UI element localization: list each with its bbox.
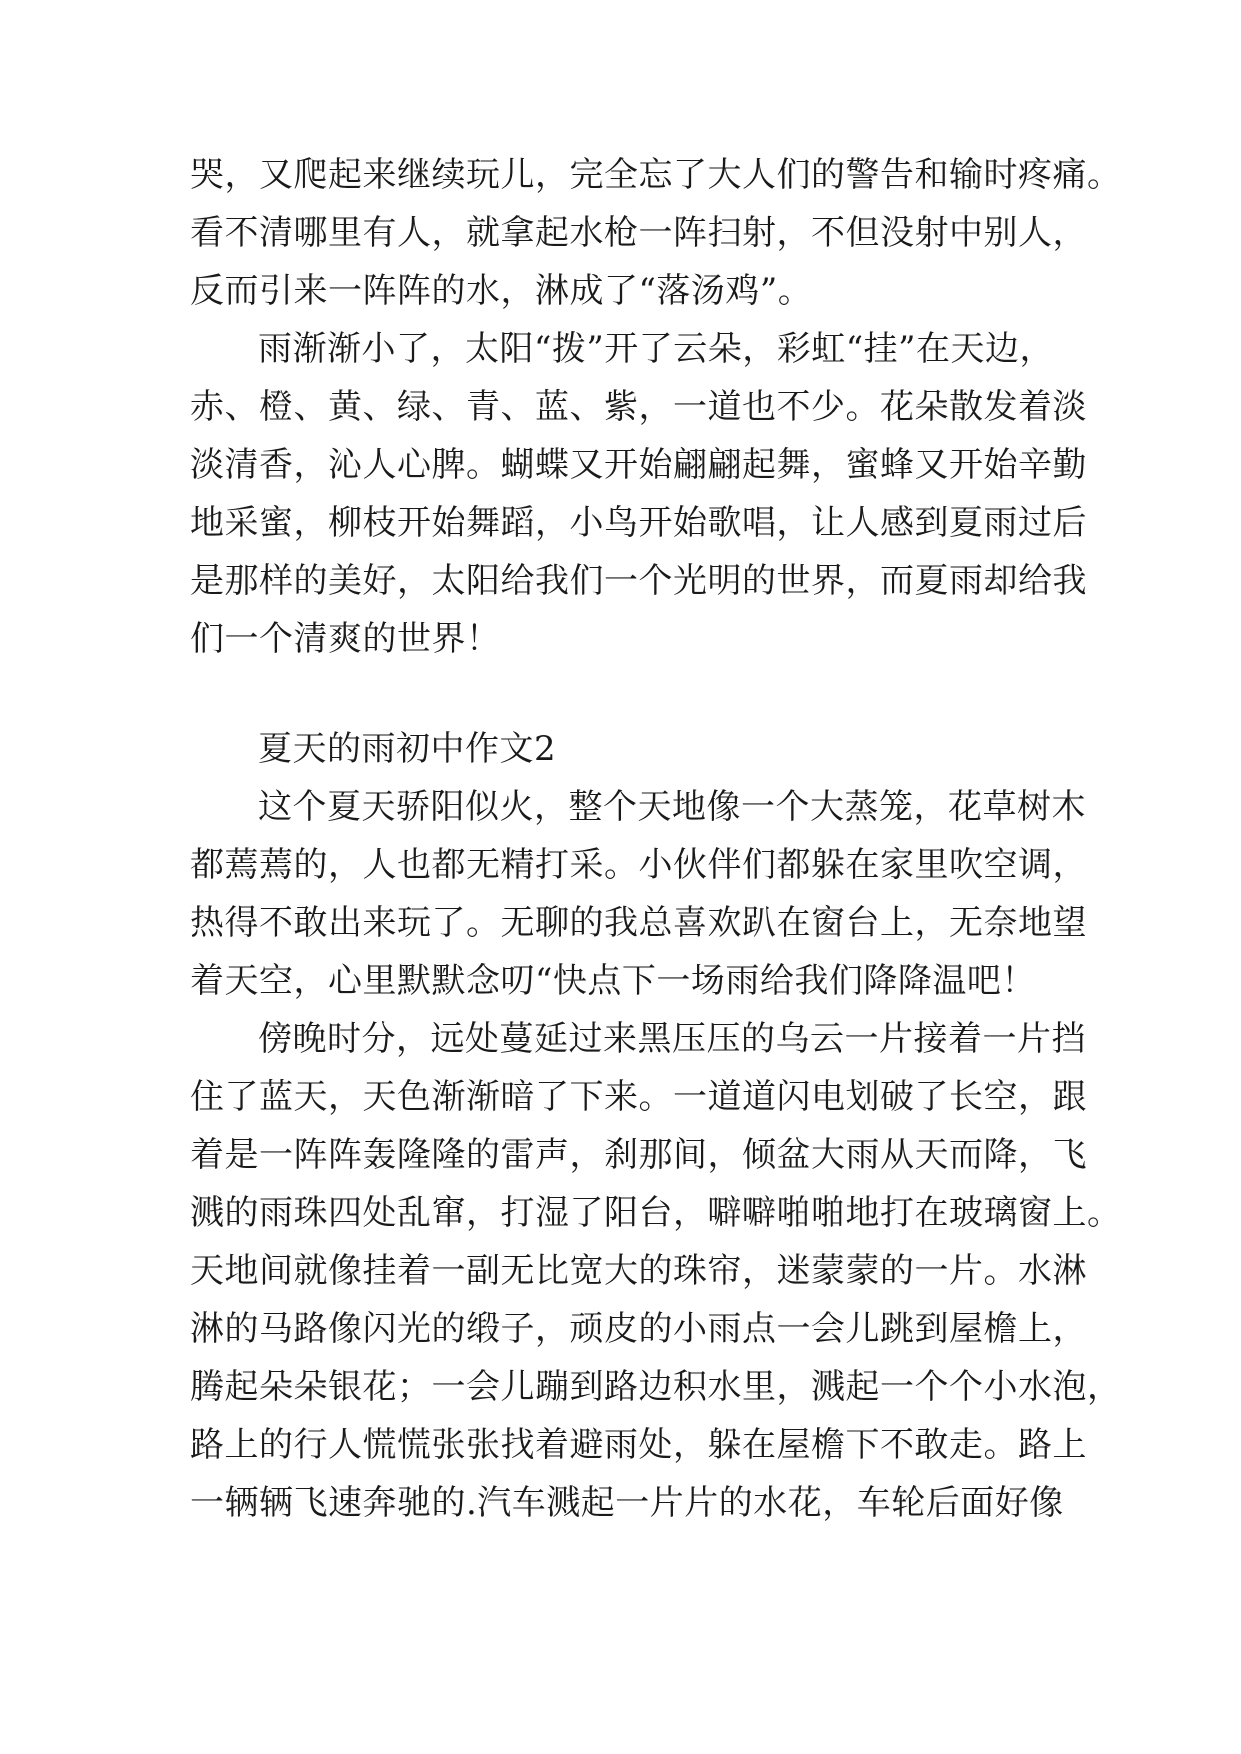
text-line: 溅的雨珠四处乱窜，打湿了阳台，噼噼啪啪地打在玻璃窗上。	[190, 1193, 1122, 1233]
paragraph-4	[190, 1010, 1122, 1532]
text-line: 淋的马路像闪光的缎子，顽皮的小雨点一会儿跳到屋檐上，	[190, 1309, 1087, 1349]
text-line: 热得不敢出来玩了。无聊的我总喜欢趴在窗台上，无奈地望	[190, 903, 1087, 943]
paragraph-1	[190, 146, 1122, 320]
text-line: 住了蓝天，天色渐渐暗了下来。一道道闪电划破了长空，跟	[190, 1077, 1087, 1117]
text-line: 看不清哪里有人，就拿起水枪一阵扫射，不但没射中别人，	[190, 213, 1087, 253]
text-line: 腾起朵朵银花；一会儿蹦到路边积水里，溅起一个个小水泡，	[190, 1367, 1122, 1407]
text-line: 地采蜜，柳枝开始舞蹈，小鸟开始歌唱，让人感到夏雨过后	[190, 503, 1087, 543]
section-gap	[190, 668, 1070, 720]
text-line: 反而引来一阵阵的水，淋成了“落汤鸡”。	[190, 271, 813, 311]
text-line: 赤、橙、黄、绿、青、蓝、紫，一道也不少。花朵散发着淡	[190, 387, 1087, 427]
text-line: 这个夏天骄阳似火，整个天地像一个大蒸笼，花草树木	[258, 787, 1086, 827]
paragraph-2	[190, 320, 1087, 668]
text-line: 天地间就像挂着一副无比宽大的珠帘，迷蒙蒙的一片。水淋	[190, 1251, 1087, 1291]
text-line: 着是一阵阵轰隆隆的雷声，刹那间，倾盆大雨从天而降，飞	[190, 1135, 1087, 1175]
text-line: 一辆辆飞速奔驰的.汽车溅起一片片的水花，车轮后面好像	[190, 1483, 1064, 1523]
text-line: 傍晚时分，远处蔓延过来黑压压的乌云一片接着一片挡	[258, 1019, 1086, 1059]
text-line: 雨渐渐小了，太阳“拨”开了云朵，彩虹“挂”在天边，	[258, 329, 1055, 369]
text-line: 是那样的美好，太阳给我们一个光明的世界，而夏雨却给我	[190, 561, 1087, 601]
text-line: 路上的行人慌慌张张找着避雨处，躲在屋檐下不敢走。路上	[190, 1425, 1087, 1465]
section-heading: 夏天的雨初中作文2	[258, 729, 557, 769]
text-line: 着天空，心里默默念叨“快点下一场雨给我们降降温吧！	[190, 961, 1036, 1001]
paragraph-3	[190, 778, 1087, 1010]
text-line: 哭，又爬起来继续玩儿，完全忘了大人们的警告和输时疼痛。	[190, 155, 1122, 195]
document-page	[190, 146, 1122, 1532]
text-line: 们一个清爽的世界！	[190, 619, 501, 659]
text-line: 都蔫蔫的，人也都无精打采。小伙伴们都躲在家里吹空调，	[190, 845, 1087, 885]
text-line: 淡清香，沁人心脾。蝴蝶又开始翩翩起舞，蜜蜂又开始辛勤	[190, 445, 1087, 485]
